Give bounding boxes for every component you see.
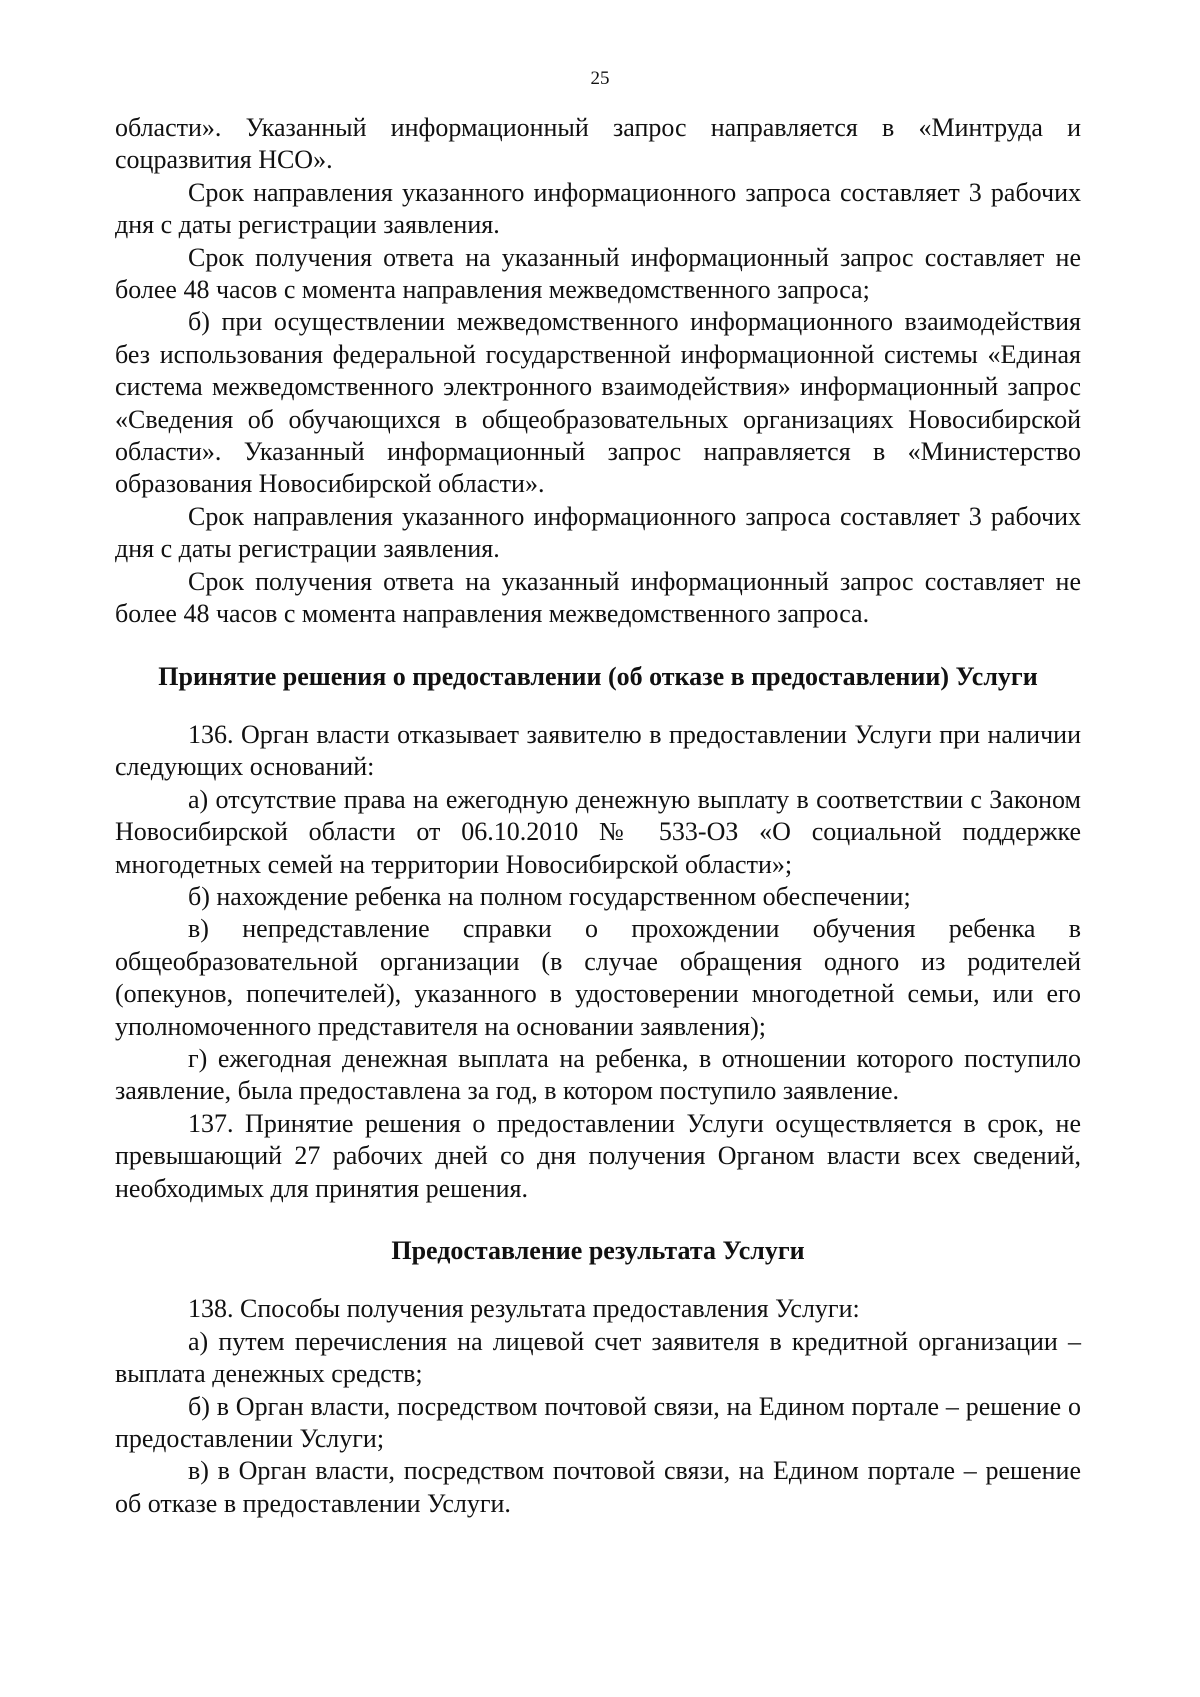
paragraph: а) отсутствие права на ежегодную денежную выплату в соответствии с Законом Новосибирской области от 06.10.2010 № 533-ОЗ «О социальной поддержке многодетных семей на территории Новосибирской области»; [115, 784, 1081, 879]
paragraph: а) путем перечисления на лицевой счет заявителя в кредитной организации – выплата денежных средств; [115, 1326, 1081, 1389]
paragraph: г) ежегодная денежная выплата на ребенка, в отношении которого поступило заявление, была предоставлена за год, в котором поступило заявление. [115, 1043, 1081, 1106]
paragraph: 136. Орган власти отказывает заявителю в предоставлении Услуги при наличии следующих оснований: [115, 719, 1081, 782]
paragraph: в) в Орган власти, посредством почтовой связи, на Едином портале – решение об отказе в предоставлении Услуги. [115, 1456, 1081, 1518]
paragraph: Срок получения ответа на указанный информационный запрос составляет не более 48 часов с момента направления межведомственного запроса. [115, 566, 1081, 629]
paragraph: в) непредставление справки о прохождении обучения ребенка в общеобразовательной организации (в случае обращения одного из родителей (опекунов, попечителей), указанного в удостоверении многодетной семьи, или его уполномоченного представителя на основании заявления); [115, 914, 1081, 1041]
paragraph: 137. Принятие решения о предоставлении Услуги осуществляется в срок, не превышающий 27 рабочих дней со дня получения Органом власти всех сведений, необходимых для принятия решения. [115, 1108, 1081, 1203]
paragraph: б) при осуществлении межведомственного информационного взаимодействия без использования федеральной государственной информационной системы «Единая система межведомственного электронного взаимодействия» информационный запрос «Сведения об обучающихся в общеобразовательных организациях Новосибирской области». Указанный информационный запрос направляется в «Министерство образования Новосибирской области». [115, 307, 1081, 499]
paragraph: б) в Орган власти, посредством почтовой связи, на Едином портале – решение о предоставлении Услуги; [115, 1391, 1081, 1454]
paragraph: Срок получения ответа на указанный информационный запрос составляет не более 48 часов с момента направления межведомственного запроса; [115, 242, 1081, 305]
document-body [115, 112, 1081, 1520]
section-heading-result: Предоставление результата Услуги [391, 1236, 805, 1265]
paragraph: 138. Способы получения результата предоставления Услуги: [188, 1294, 860, 1324]
paragraph: б) нахождение ребенка на полном государственном обеспечении; [188, 881, 911, 911]
section-heading-decision: Принятие решения о предоставлении (об отказе в предоставлении) Услуги [158, 661, 1038, 691]
page-number: 25 [590, 68, 610, 89]
paragraph: Срок направления указанного информационного запроса составляет 3 рабочих дня с даты регистрации заявления. [115, 501, 1081, 564]
paragraph: Срок направления указанного информационного запроса составляет 3 рабочих дня с даты регистрации заявления. [115, 177, 1081, 240]
paragraph: области». Указанный информационный запрос направляется в «Минтруда и соцразвития НСО». [115, 113, 1081, 175]
